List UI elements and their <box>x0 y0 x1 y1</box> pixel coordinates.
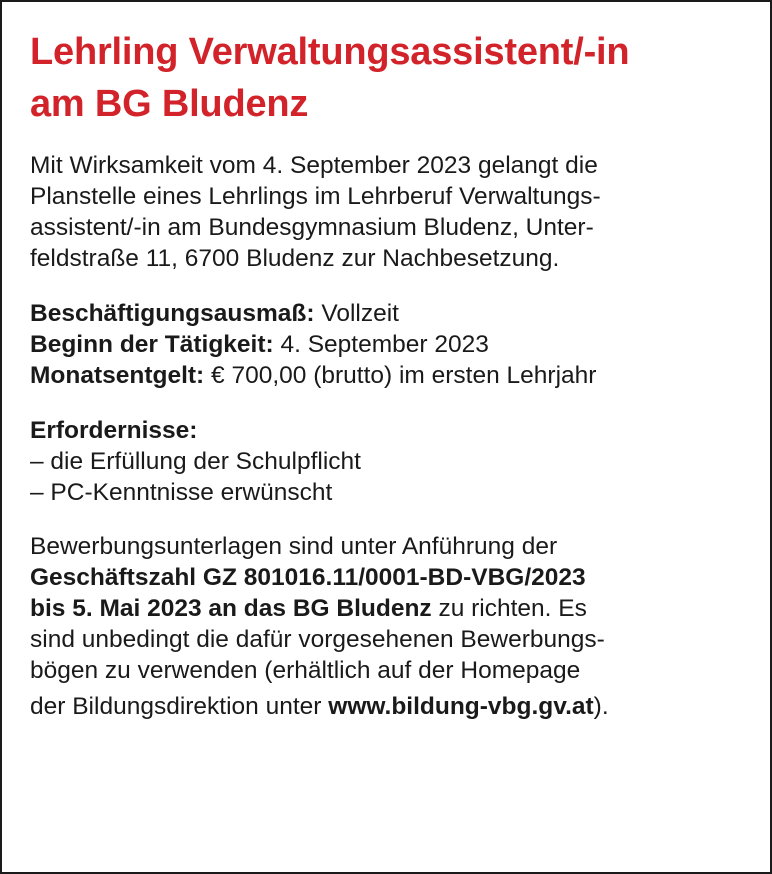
intro-paragraph <box>30 150 746 274</box>
page-title <box>30 26 746 130</box>
requirements-section <box>30 415 746 508</box>
intro-line: Mit Wirksamkeit vom 4. September 2023 gelangt die <box>30 152 598 179</box>
start-date-value: 4. September 2023 <box>273 331 489 358</box>
application-last-row <box>30 691 746 722</box>
application-line: ). <box>593 693 609 720</box>
intro-line: assistent/-in am Bundesgymnasium Bludenz, Unter- <box>30 214 594 241</box>
application-line: der Bildungsdirektion unter <box>30 693 329 720</box>
requirement-item: – die Erfüllung der Schulpflicht <box>30 448 361 475</box>
homepage-link[interactable]: www.bildung-vbg.gv.at <box>328 693 594 720</box>
application-line: zu richten. Es <box>431 595 587 622</box>
employment-extent-label: Beschäftigungsausmaß: <box>30 300 315 327</box>
application-deadline-row <box>30 593 746 624</box>
salary-row <box>30 360 746 391</box>
employment-extent-row <box>30 298 746 329</box>
intro-line: Planstelle eines Lehrlings im Lehrberuf Verwaltungs- <box>30 183 601 210</box>
requirements-heading: Erfordernisse: <box>30 417 198 444</box>
application-deadline: bis 5. Mai 2023 an das BG Bludenz <box>30 595 432 622</box>
application-paragraph <box>30 531 746 722</box>
reference-number: Geschäftszahl GZ 801016.11/0001-BD-VBG/2023 <box>30 564 586 591</box>
salary-label: Monatsentgelt: <box>30 362 205 389</box>
application-line: sind unbedingt die dafür vorgesehenen Bewerbungs- <box>30 626 605 653</box>
employment-terms <box>30 298 746 391</box>
title-line-1: Lehrling Verwaltungsassistent/-in <box>30 31 630 73</box>
application-line: Bewerbungsunterlagen sind unter Anführung der <box>30 533 558 560</box>
employment-extent-value: Vollzeit <box>314 300 399 327</box>
start-date-row <box>30 329 746 360</box>
requirement-item: – PC-Kenntnisse erwünscht <box>30 479 333 506</box>
salary-value: € 700,00 (brutto) im ersten Lehrjahr <box>204 362 597 389</box>
start-date-label: Beginn der Tätigkeit: <box>30 331 274 358</box>
application-line: bögen zu verwenden (erhältlich auf der Homepage <box>30 657 581 684</box>
title-line-2: am BG Bludenz <box>30 83 309 125</box>
intro-line: feldstraße 11, 6700 Bludenz zur Nachbesetzung. <box>30 245 560 272</box>
